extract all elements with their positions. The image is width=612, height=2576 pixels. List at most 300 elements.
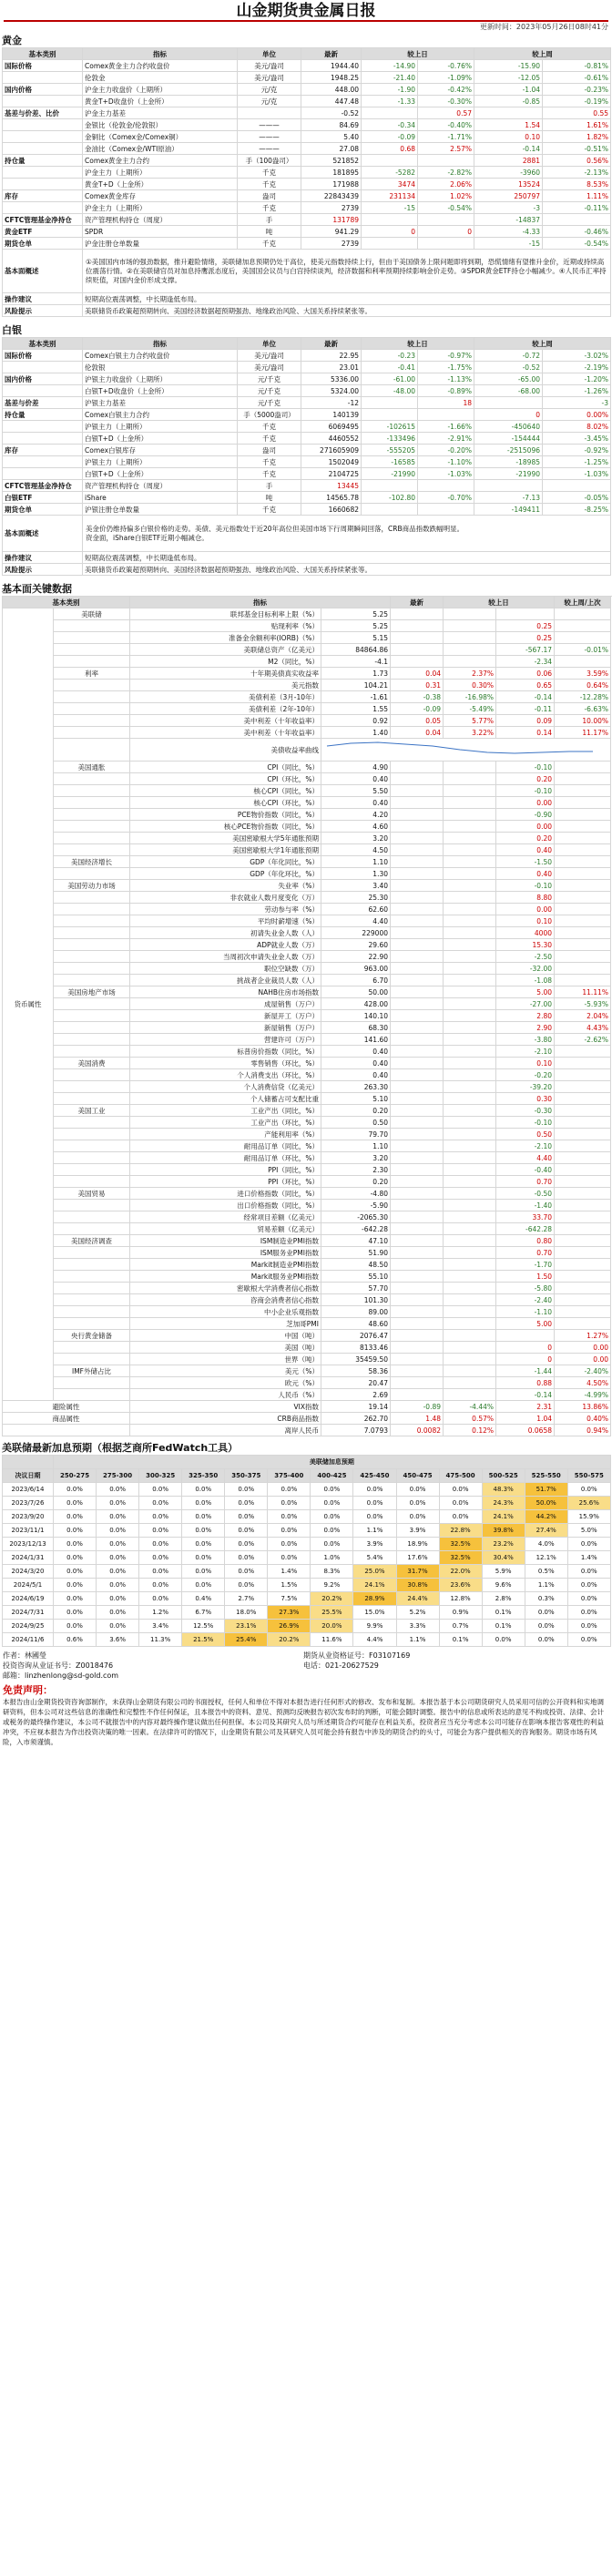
macro-value-cell: [444, 998, 496, 1010]
fedwatch-prob-cell: 0.0%: [268, 1524, 311, 1538]
macro-value-cell: 35459.50: [321, 1354, 391, 1365]
macro-value-cell: 68.30: [321, 1022, 391, 1034]
macro-value-cell: [444, 892, 496, 904]
macro-value-cell: [444, 1330, 496, 1342]
macro-value-cell: [555, 939, 611, 951]
fedwatch-prob-cell: 9.9%: [353, 1620, 396, 1633]
fedwatch-prob-cell: 23.1%: [225, 1620, 268, 1633]
gold-overview-text: ①美国国内市场的强劲数据，推升避险情绪，美联储加息预期仍处于高位，使美元指数持续上行，但由于美国债务上限问题即将到期，恐慌情绪有望推升金价，近期或持续高位震荡行情。②在美联储官员对加息持鹰派态度后，美国国会议员与白宫持续谈判，经济数据和利率预期持续影响金价走势。③SPDR黄金ETF持仓小幅减少。④人民币汇率持续贬值，对国内金价形成支撑。: [83, 250, 611, 293]
fedwatch-date-cell: 2024/1/31: [3, 1551, 54, 1565]
gold-row: [3, 214, 611, 226]
silver-cell: 8.02%: [543, 421, 611, 433]
macro-row: [3, 856, 611, 868]
macro-value-cell: 104.21: [321, 680, 391, 691]
footer-tel: 电话：021-20627529: [303, 1661, 379, 1670]
macro-value-cell: [391, 1235, 444, 1247]
fedwatch-prob-cell: 0.0%: [396, 1497, 439, 1510]
macro-header-cell: 最新: [391, 597, 444, 608]
gold-cell: SPDR: [83, 226, 238, 238]
macro-value-cell: [391, 892, 444, 904]
macro-indicator-cell: 美债收益率曲线: [130, 739, 321, 762]
gold-cell: -1.90: [362, 84, 418, 96]
macro-group-cell: [54, 797, 130, 809]
fedwatch-prob-cell: 0.0%: [54, 1579, 97, 1592]
macro-value-cell: 4.43%: [555, 1022, 611, 1034]
macro-indicator-cell: 十年期美债真实收益率: [130, 668, 321, 680]
macro-value-cell: -0.10: [496, 880, 555, 892]
fedwatch-date-cell: 2023/6/14: [3, 1483, 54, 1497]
silver-row: [3, 433, 611, 445]
fedwatch-prob-cell: 0.0%: [139, 1551, 182, 1565]
macro-row: [3, 1176, 611, 1188]
silver-cell: Comex白银主力合约收盘价: [83, 350, 238, 362]
gold-cell: [543, 214, 611, 226]
macro-bottom-row: [3, 1413, 611, 1425]
macro-value-cell: 15.30: [496, 939, 555, 951]
macro-value-cell: 4000: [496, 927, 555, 939]
silver-cell: -3.45%: [543, 433, 611, 445]
macro-value-cell: 0.09: [496, 715, 555, 727]
fedwatch-prob-cell: 0.0%: [97, 1565, 139, 1579]
gold-cell: -1.33: [362, 96, 418, 107]
fedwatch-prob-cell: 12.1%: [525, 1551, 567, 1565]
macro-group-cell: 美国通胀: [54, 762, 130, 773]
macro-value-cell: [444, 1022, 496, 1034]
silver-cell: 沪银注册仓单数量: [83, 504, 238, 516]
silver-row: [3, 504, 611, 516]
fedwatch-prob-cell: 3.4%: [139, 1620, 182, 1633]
gold-cell: -0.54%: [418, 202, 474, 214]
macro-row: [3, 1330, 611, 1342]
macro-indicator-cell: 美中利差（十年收益率）: [130, 715, 321, 727]
gold-row: [3, 143, 611, 155]
silver-cell: [3, 468, 83, 480]
gold-table: [2, 47, 611, 317]
macro-value-cell: [444, 1105, 496, 1117]
gold-cell: 27.08: [301, 143, 362, 155]
gold-cell: 美元/盎司: [238, 72, 301, 84]
silver-cell: -3: [543, 397, 611, 409]
silver-table: [2, 337, 611, 576]
macro-value-cell: [391, 1223, 444, 1235]
macro-value-cell: 5.10: [321, 1093, 391, 1105]
macro-value-cell: [555, 963, 611, 975]
macro-group-cell: 央行黄金储备: [54, 1330, 130, 1342]
macro-value-cell: [555, 1058, 611, 1069]
gold-cell: 盎司: [238, 190, 301, 202]
macro-indicator-cell: 人民币（%）: [130, 1389, 321, 1401]
macro-value-cell: [391, 1140, 444, 1152]
macro-indicator-cell: 核心CPI（同比，%）: [130, 785, 321, 797]
macro-value-cell: [444, 1365, 496, 1377]
footer-email[interactable]: 邮箱：linzhenlong@sd-gold.com: [3, 1671, 119, 1680]
macro-value-cell: 8133.46: [321, 1342, 391, 1354]
fedwatch-prob-cell: 18.0%: [225, 1606, 268, 1620]
macro-bottom-value: -0.89: [391, 1401, 444, 1413]
macro-indicator-cell: 个人消费信贷（亿美元）: [130, 1081, 321, 1093]
gold-cell: 千克: [238, 179, 301, 190]
gold-cell: 231134: [362, 190, 418, 202]
silver-overview-text: 美金价仍维持偏多白银价格的走势。美债、美元指数处于近20年高位但美国市场下行周期瞬间回落，CRB商品指数跌幅明显。 资金面，iShare白银ETF近期小幅减仓。: [83, 516, 611, 552]
fedwatch-prob-cell: 0.0%: [567, 1538, 610, 1551]
macro-indicator-cell: 美国密歇根大学1年通胀预期: [130, 844, 321, 856]
fedwatch-prob-cell: 0.0%: [97, 1497, 139, 1510]
macro-group-cell: [54, 963, 130, 975]
silver-cell: 沪银主力基差: [83, 397, 238, 409]
macro-indicator-cell: 营建许可（万户）: [130, 1034, 321, 1046]
macro-indicator-cell: 成屋销售（万户）: [130, 998, 321, 1010]
fedwatch-prob-cell: 25.6%: [567, 1497, 610, 1510]
macro-value-cell: 0.10: [496, 1058, 555, 1069]
macro-value-cell: [555, 620, 611, 632]
gold-header-cell: 基本类别: [3, 48, 83, 60]
fedwatch-prob-cell: 0.0%: [182, 1551, 225, 1565]
silver-cell: -12: [301, 397, 362, 409]
gold-cell: -1.04: [474, 84, 543, 96]
fedwatch-header-row: [3, 1469, 611, 1483]
silver-cell: 国内价格: [3, 373, 83, 385]
fedwatch-date-cell: 2024/7/31: [3, 1606, 54, 1620]
macro-value-cell: 79.70: [321, 1129, 391, 1140]
macro-indicator-cell: 美元（%）: [130, 1365, 321, 1377]
fedwatch-date-cell: 2023/11/1: [3, 1524, 54, 1538]
macro-value-cell: [391, 1354, 444, 1365]
macro-bottom-value: 0.40%: [555, 1413, 611, 1425]
macro-value-cell: -6.63%: [555, 703, 611, 715]
silver-cell: 沪银主力（上期所）: [83, 421, 238, 433]
gold-row: [3, 238, 611, 250]
fedwatch-header-cell: 475-500: [439, 1469, 482, 1483]
macro-value-cell: [391, 833, 444, 844]
fedwatch-date-cell: 2023/9/20: [3, 1510, 54, 1524]
macro-value-cell: [555, 773, 611, 785]
gold-cell: 0.55: [543, 107, 611, 119]
fedwatch-prob-cell: 0.0%: [54, 1551, 97, 1565]
macro-value-cell: 0.40: [321, 773, 391, 785]
macro-group-cell: [54, 868, 130, 880]
gold-cell: ———: [238, 131, 301, 143]
gold-cell: 国内价格: [3, 84, 83, 96]
macro-value-cell: 0.20: [321, 1176, 391, 1188]
macro-value-cell: 5.50: [321, 785, 391, 797]
silver-cell: -0.97%: [418, 350, 474, 362]
macro-value-cell: [444, 1129, 496, 1140]
gold-cell: [362, 238, 418, 250]
gold-cell: -0.76%: [418, 60, 474, 72]
gold-row: [3, 107, 611, 119]
gold-cell: -2.82%: [418, 167, 474, 179]
macro-value-cell: [555, 975, 611, 986]
fedwatch-prob-cell: 0.0%: [54, 1510, 97, 1524]
macro-value-cell: [444, 1283, 496, 1294]
macro-value-cell: [555, 1117, 611, 1129]
macro-value-cell: [444, 1259, 496, 1271]
silver-cell: -2.19%: [543, 362, 611, 373]
silver-cell: -1.66%: [418, 421, 474, 433]
macro-indicator-cell: 世界（吨）: [130, 1354, 321, 1365]
macro-value-cell: [555, 856, 611, 868]
macro-value-cell: 0.50: [321, 1117, 391, 1129]
macro-row: [3, 809, 611, 821]
fedwatch-prob-cell: 20.0%: [311, 1620, 353, 1633]
macro-value-cell: 2.30: [321, 1164, 391, 1176]
macro-value-cell: [391, 1046, 444, 1058]
fedwatch-prob-cell: 48.3%: [482, 1483, 525, 1497]
macro-value-cell: -0.09: [391, 703, 444, 715]
macro-row: [3, 1223, 611, 1235]
macro-row: [3, 868, 611, 880]
fedwatch-prob-cell: 0.0%: [567, 1565, 610, 1579]
macro-value-cell: [391, 844, 444, 856]
silver-cell: -0.92%: [543, 445, 611, 456]
macro-indicator-cell: 进口价格指数（同比，%）: [130, 1188, 321, 1200]
gold-cell: 1.54: [474, 119, 543, 131]
gold-strategy-label: 操作建议: [3, 293, 83, 305]
silver-cell: -154444: [474, 433, 543, 445]
fedwatch-prob-cell: 0.0%: [225, 1551, 268, 1565]
silver-cell: 白银T+D收盘价（上金所）: [83, 385, 238, 397]
macro-value-cell: 1.50: [496, 1271, 555, 1283]
macro-value-cell: [555, 1081, 611, 1093]
macro-row: [3, 963, 611, 975]
macro-value-cell: [391, 1259, 444, 1271]
fedwatch-prob-cell: 32.5%: [439, 1538, 482, 1551]
fedwatch-prob-cell: 0.0%: [97, 1606, 139, 1620]
macro-value-cell: -0.10: [496, 762, 555, 773]
fedwatch-prob-cell: 1.2%: [139, 1606, 182, 1620]
silver-row: [3, 421, 611, 433]
macro-indicator-cell: 新屋开工（万户）: [130, 1010, 321, 1022]
macro-indicator-cell: 美国密歇根大学5年通胀预期: [130, 833, 321, 844]
macro-value-cell: -0.90: [496, 809, 555, 821]
silver-cell: 23.01: [301, 362, 362, 373]
fedwatch-prob-cell: 0.0%: [139, 1524, 182, 1538]
macro-value-cell: 4.50%: [555, 1377, 611, 1389]
macro-value-cell: 11.17%: [555, 727, 611, 739]
update-time: 更新时间：2023年05月26日08时41分: [479, 23, 608, 31]
macro-row: [3, 1283, 611, 1294]
gold-cell: -5282: [362, 167, 418, 179]
fedwatch-prob-cell: 20.2%: [311, 1592, 353, 1606]
gold-cell: [3, 96, 83, 107]
silver-cell: 库存: [3, 445, 83, 456]
macro-value-cell: 1.30: [321, 868, 391, 880]
gold-cell: 0: [418, 226, 474, 238]
macro-row: [3, 1318, 611, 1330]
macro-bottom-indicator: 离岸人民币: [130, 1425, 321, 1436]
macro-value-cell: [444, 1235, 496, 1247]
fedwatch-date-cell: 2023/7/26: [3, 1497, 54, 1510]
macro-bottom-value: 1.48: [391, 1413, 444, 1425]
gold-cell: -14.90: [362, 60, 418, 72]
silver-cell: -7.13: [474, 492, 543, 504]
gold-cell: [3, 119, 83, 131]
macro-indicator-cell: 核心CPI（环比，%）: [130, 797, 321, 809]
gold-cell: 黄金T+D（上金所）: [83, 179, 238, 190]
gold-cell: [3, 143, 83, 155]
macro-value-cell: 263.30: [321, 1081, 391, 1093]
macro-group-cell: [54, 939, 130, 951]
silver-header-cell: 较上周: [474, 338, 611, 350]
fedwatch-table: [2, 1455, 611, 1647]
macro-indicator-cell: 产能利用率（%）: [130, 1129, 321, 1140]
silver-cell: -1.03%: [543, 468, 611, 480]
silver-cell: -16585: [362, 456, 418, 468]
macro-value-cell: [391, 904, 444, 915]
fedwatch-prob-cell: 0.0%: [525, 1606, 567, 1620]
gold-row: [3, 96, 611, 107]
macro-group-cell: [54, 1354, 130, 1365]
macro-value-cell: [444, 785, 496, 797]
gold-cell: 0.10: [474, 131, 543, 143]
fedwatch-prob-cell: 0.0%: [567, 1633, 610, 1647]
silver-overview-label: 基本面概述: [3, 516, 83, 552]
macro-value-cell: 57.70: [321, 1283, 391, 1294]
macro-value-cell: [444, 1342, 496, 1354]
macro-value-cell: 62.60: [321, 904, 391, 915]
macro-value-cell: [444, 1247, 496, 1259]
macro-indicator-cell: 经常项目差额（亿美元）: [130, 1211, 321, 1223]
macro-value-cell: [391, 1034, 444, 1046]
silver-cell: -102.80: [362, 492, 418, 504]
yield-curve-cell: [321, 739, 611, 762]
gold-cell: CFTC管理基金净持仓: [3, 214, 83, 226]
macro-row: [3, 739, 611, 762]
fedwatch-prob-cell: 0.1%: [482, 1606, 525, 1620]
macro-value-cell: [391, 1093, 444, 1105]
macro-value-cell: 0.50: [496, 1129, 555, 1140]
silver-cell: -0.52: [474, 362, 543, 373]
macro-value-cell: [391, 1247, 444, 1259]
macro-indicator-cell: 联邦基金目标利率上限（%）: [130, 608, 321, 620]
macro-group-cell: [54, 1069, 130, 1081]
macro-value-cell: [391, 1188, 444, 1200]
macro-value-cell: [444, 797, 496, 809]
fedwatch-prob-cell: 0.0%: [97, 1592, 139, 1606]
gold-cell: 0.56%: [543, 155, 611, 167]
fedwatch-prob-cell: 17.6%: [396, 1551, 439, 1565]
fedwatch-prob-cell: 23.6%: [439, 1579, 482, 1592]
macro-value-cell: [444, 762, 496, 773]
macro-value-cell: 0.04: [391, 727, 444, 739]
macro-value-cell: [391, 1164, 444, 1176]
fedwatch-prob-cell: 0.0%: [225, 1483, 268, 1497]
silver-cell: -21990: [362, 468, 418, 480]
macro-value-cell: [555, 1046, 611, 1058]
fedwatch-header-cell: 275-300: [97, 1469, 139, 1483]
silver-cell: 美元/盎司: [238, 362, 301, 373]
fedwatch-prob-cell: 7.5%: [268, 1592, 311, 1606]
macro-value-cell: 33.70: [496, 1211, 555, 1223]
macro-row: [3, 1211, 611, 1223]
fedwatch-prob-cell: 0.0%: [567, 1592, 610, 1606]
silver-cell: 白银T+D（上金所）: [83, 468, 238, 480]
fedwatch-prob-cell: 25.0%: [353, 1565, 396, 1579]
macro-indicator-cell: NAHB住房市场指数: [130, 986, 321, 998]
gold-cell: 吨: [238, 226, 301, 238]
gold-header-cell: 指标: [83, 48, 238, 60]
macro-value-cell: [555, 880, 611, 892]
macro-row: [3, 1259, 611, 1271]
fedwatch-header-cell: 300-325: [139, 1469, 182, 1483]
gold-cell: [3, 179, 83, 190]
macro-value-cell: [444, 1164, 496, 1176]
macro-group-cell: [54, 1129, 130, 1140]
macro-group-cell: [54, 1271, 130, 1283]
gold-cell: 手（100盎司）: [238, 155, 301, 167]
macro-value-cell: [555, 1188, 611, 1200]
macro-value-cell: -0.10: [496, 1117, 555, 1129]
fedwatch-prob-cell: 0.0%: [225, 1524, 268, 1538]
silver-cell: 沪银主力（上期所）: [83, 456, 238, 468]
gold-cell: 基差与价差、比价: [3, 107, 83, 119]
macro-group-cell: [54, 844, 130, 856]
macro-value-cell: -1.61: [321, 691, 391, 703]
gold-cell: -3960: [474, 167, 543, 179]
fedwatch-prob-cell: 15.0%: [353, 1606, 396, 1620]
fedwatch-prob-cell: 25.5%: [311, 1606, 353, 1620]
macro-bottom-value: 262.70: [321, 1413, 391, 1425]
silver-header-cell: 最新: [301, 338, 362, 350]
macro-value-cell: [444, 1271, 496, 1283]
fedwatch-prob-cell: 0.0%: [311, 1483, 353, 1497]
macro-row: [3, 821, 611, 833]
gold-cell: [418, 238, 474, 250]
macro-indicator-cell: PPI（同比，%）: [130, 1164, 321, 1176]
silver-cell: 沪银主力收盘价（上期所）: [83, 373, 238, 385]
macro-group-cell: [54, 821, 130, 833]
macro-row: [3, 773, 611, 785]
fedwatch-prob-cell: 0.0%: [311, 1497, 353, 1510]
silver-cell: 5324.00: [301, 385, 362, 397]
silver-cell: 千克: [238, 504, 301, 516]
gold-overview-row: [3, 250, 611, 293]
macro-group-cell: [54, 951, 130, 963]
macro-indicator-cell: 当周初次申请失业金人数（万）: [130, 951, 321, 963]
silver-cell: [3, 385, 83, 397]
macro-value-cell: [391, 644, 444, 656]
macro-indicator-cell: 贸易差额（亿美元）: [130, 1223, 321, 1235]
gold-cell: -0.42%: [418, 84, 474, 96]
macro-value-cell: [555, 868, 611, 880]
macro-value-cell: 2076.47: [321, 1330, 391, 1342]
macro-dept-cell: 货币属性: [3, 608, 54, 1401]
macro-row: [3, 1306, 611, 1318]
macro-group-cell: [54, 927, 130, 939]
fedwatch-prob-cell: 2.8%: [482, 1592, 525, 1606]
macro-value-cell: [555, 927, 611, 939]
macro-row: [3, 1117, 611, 1129]
fedwatch-prob-cell: 51.7%: [525, 1483, 567, 1497]
silver-row: [3, 456, 611, 468]
fedwatch-prob-cell: 0.0%: [182, 1524, 225, 1538]
gold-cell: -0.85: [474, 96, 543, 107]
macro-value-cell: 11.11%: [555, 986, 611, 998]
gold-cell: -0.23%: [543, 84, 611, 96]
gold-cell: -0.34: [362, 119, 418, 131]
macro-value-cell: 5.15: [321, 632, 391, 644]
macro-row: [3, 644, 611, 656]
macro-bottom-row: [3, 1401, 611, 1413]
silver-risk-text: 美联储货币政策超预期转向、美国经济数据超预期强劲、地缘政治风险、大国关系持续紧张等。: [83, 564, 611, 576]
macro-group-cell: [54, 975, 130, 986]
macro-row: [3, 691, 611, 703]
fedwatch-prob-cell: 31.7%: [396, 1565, 439, 1579]
macro-value-cell: 0.10: [496, 915, 555, 927]
silver-cell: [362, 409, 418, 421]
macro-value-cell: [391, 1117, 444, 1129]
silver-cell: 元/千克: [238, 373, 301, 385]
